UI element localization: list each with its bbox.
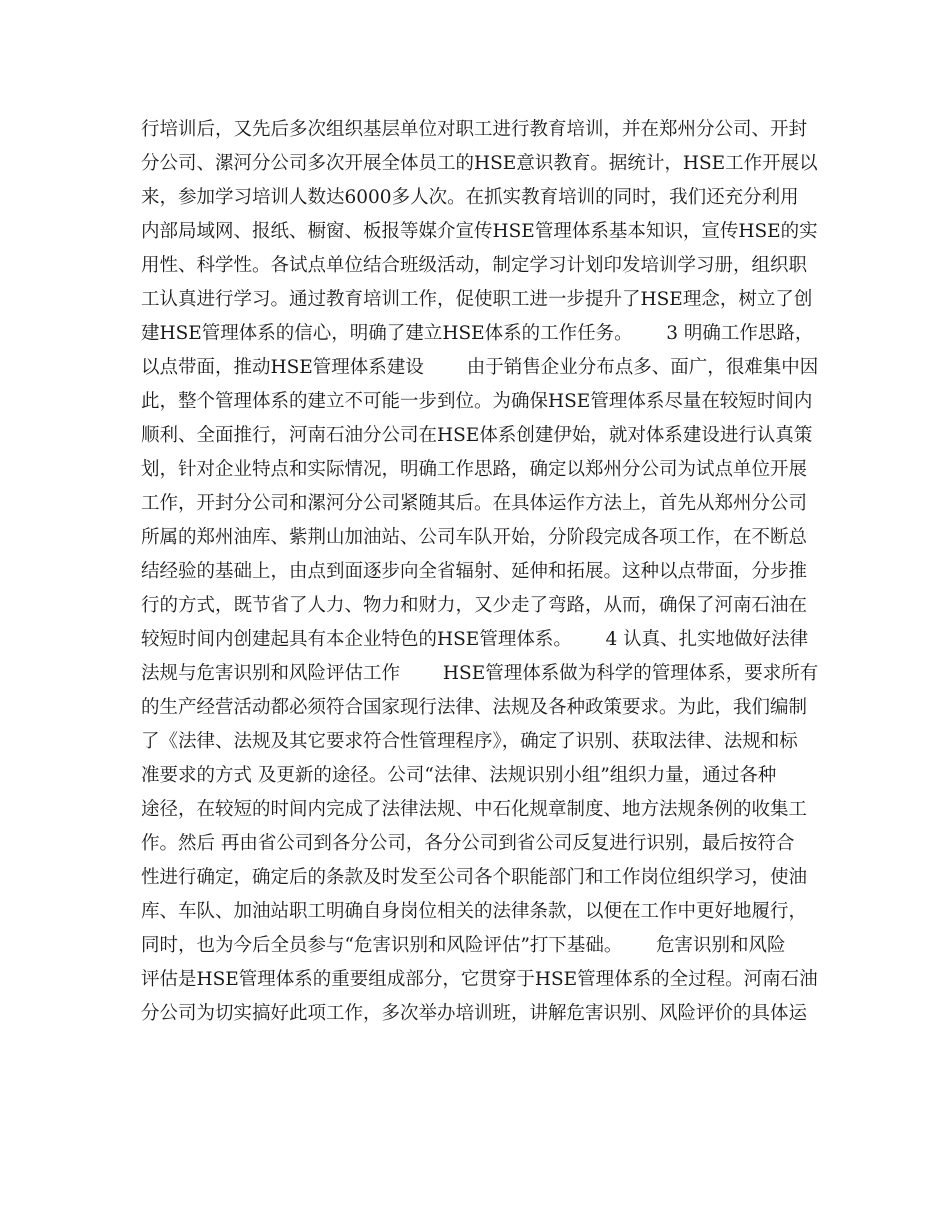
text-line: 用性、科学性。各试点单位结合班级活动，制定学习计划印发培训学习册，组织职 bbox=[141, 255, 808, 276]
text-line: 以点带面，推动HSE管理体系建设 由于销售企业分布点多、面广，很难集中因 bbox=[141, 357, 819, 378]
text-line: 了《法律、法规及其它要求符合性管理程序》，确定了识别、获取法律、法规和标 bbox=[141, 731, 798, 752]
body-text bbox=[141, 113, 821, 1031]
text-line: 途径，在较短的时间内完成了法律法规、中石化规章制度、地方法规条例的收集工 bbox=[141, 799, 808, 820]
text-line: 此，整个管理体系的建立不可能一步到位。为确保HSE管理体系尽量在较短时间内 bbox=[141, 391, 813, 412]
text-line: 分公司、漯河分公司多次开展全体员工的HSE意识教育。据统计，HSE工作开展以 bbox=[141, 153, 818, 174]
text-line: 行培训后，又先后多次组织基层单位对职工进行教育培训，并在郑州分公司、开封 bbox=[141, 119, 808, 140]
text-line: 的生产经营活动都必须符合国家现行法律、法规及各种政策要求。为此，我们编制 bbox=[141, 697, 808, 718]
text-line: 所属的郑州油库、紫荆山加油站、公司车队开始，分阶段完成各项工作，在不断总 bbox=[141, 527, 808, 548]
text-line: 法规与危害识别和风险评估工作 HSE管理体系做为科学的管理体系，要求所有 bbox=[141, 663, 819, 684]
text-line: 工认真进行学习。通过教育培训工作，促使职工进一步提升了HSE理念，树立了创 bbox=[141, 289, 813, 310]
text-line: 性进行确定，确定后的条款及时发至公司各个职能部门和工作岗位组织学习，使油 bbox=[141, 867, 808, 888]
text-line: 内部局域网、报纸、橱窗、板报等媒介宣传HSE管理体系基本知识，宣传HSE的实 bbox=[141, 221, 818, 242]
text-line: 来，参加学习培训人数达6000多人次。在抓实教育培训的同时，我们还充分利用 bbox=[141, 187, 799, 208]
text-line: 顺利、全面推行，河南石油分公司在HSE体系创建伊始，就对体系建设进行认真策 bbox=[141, 425, 813, 446]
text-line: 同时，也为今后全员参与“危害识别和风险评估”打下基础。 危害识别和风险 bbox=[141, 935, 786, 956]
text-line: 作。然后 再由省公司到各分公司，各分公司到省公司反复进行识别，最后按符合 bbox=[141, 833, 795, 854]
text-line: 工作，开封分公司和漯河分公司紧随其后。在具体运作方法上，首先从郑州分公司 bbox=[141, 493, 808, 514]
text-line: 结经验的基础上，由点到面逐步向全省辐射、延伸和拓展。这种以点带面，分步推 bbox=[141, 561, 808, 582]
text-line: 较短时间内创建起具有本企业特色的HSE管理体系。 4 认真、扎实地做好法律 bbox=[141, 629, 809, 650]
text-line: 行的方式，既节省了人力、物力和财力，又少走了弯路，从而，确保了河南石油在 bbox=[141, 595, 808, 616]
text-line: 划，针对企业特点和实际情况，明确工作思路，确定以郑州分公司为试点单位开展 bbox=[141, 459, 808, 480]
text-line: 分公司为切实搞好此项工作，多次举办培训班，讲解危害识别、风险评价的具体运 bbox=[141, 1003, 808, 1024]
text-line: 准要求的方式 及更新的途径。公司“法律、法规识别小组”组织力量，通过各种 bbox=[141, 765, 777, 786]
text-line: 库、车队、加油站职工明确自身岗位相关的法律条款，以便在工作中更好地履行， bbox=[141, 901, 808, 922]
text-line: 评估是HSE管理体系的重要组成部分，它贯穿于HSE管理体系的全过程。河南石油 bbox=[141, 969, 818, 990]
text-line: 建HSE管理体系的信心，明确了建立HSE体系的工作任务。 3 明确工作思路， bbox=[141, 323, 814, 344]
